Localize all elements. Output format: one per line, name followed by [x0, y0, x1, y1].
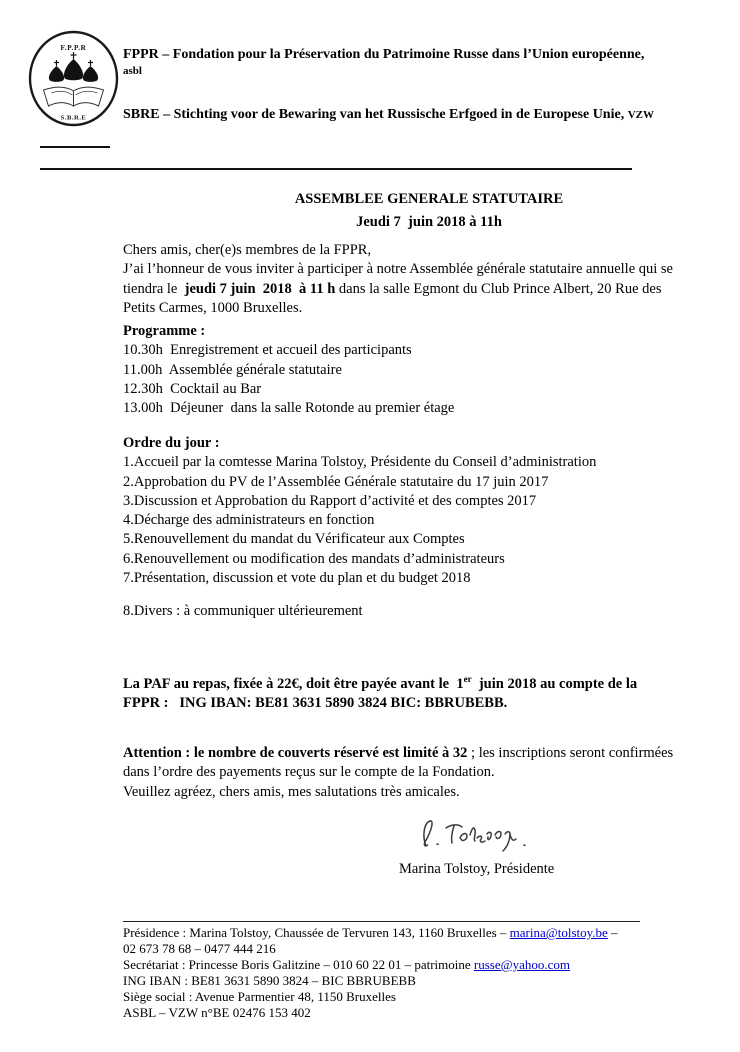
footer-presidence-text: Présidence : Marina Tolstoy, Chaussée de Tervuren 143, 1160 Bruxelles – [123, 925, 510, 940]
ordinal-superscript: er [463, 674, 472, 684]
separator-line-short [40, 146, 110, 148]
programme-item: 13.00h Déjeuner dans la salle Rotonde au premier étage [123, 400, 455, 417]
footer-address-line: Siège social : Avenue Parmentier 48, 1150 Bruxelles [123, 989, 396, 1004]
programme-item: 10.30h Enregistrement et accueil des participants [123, 342, 412, 359]
intro-paragraph [123, 241, 723, 318]
agenda-item-divers [123, 602, 723, 621]
attention-bold-text: Attention : le nombre de couverts réservé est limité à 32 [123, 745, 468, 761]
footer-iban-line: ING IBAN : BE81 3631 5890 3824 – BIC BBRUBEBB [123, 973, 416, 988]
attention-line-1 [123, 744, 723, 763]
footer-registration-line: ASBL – VZW n°BE 02476 153 402 [123, 1005, 311, 1020]
payment-line-1-pre: La PAF au repas, fixée à 22€, doit être payée avant le 1 [123, 675, 464, 692]
invite-line-2-post: dans la salle Egmont du Club Prince Albert, 20 Rue des [338, 280, 662, 297]
invite-line-2 [123, 280, 723, 299]
org-suffix-asbl: asbl [123, 65, 142, 77]
document-title-block [123, 188, 735, 234]
agenda-heading: Ordre du jour : [123, 435, 220, 451]
document-subtitle: Jeudi 7 juin 2018 à 11h [356, 214, 502, 230]
footer-separator-line [123, 921, 640, 922]
org-name-nl [123, 106, 728, 124]
footer-presidence-line [123, 925, 683, 941]
footer-phone-line: 02 673 78 68 – 0477 444 216 [123, 941, 276, 956]
logo-bottom-text: S.B.R.E [60, 114, 87, 122]
payment-line-2: FPPR : ING IBAN: BE81 3631 5890 3824 BIC: BBRUBEBB. [123, 695, 508, 712]
agenda-item: 4.Décharge des administrateurs en fonction [123, 512, 375, 529]
programme-item: 11.00h Assemblée générale statutaire [123, 361, 342, 378]
closing-salutation: Veuillez agréez, chers amis, mes salutations très amicales. [123, 783, 460, 800]
agenda-item: 8.Divers : à communiquer ultérieurement [123, 603, 363, 619]
footer-presidence-tail: – [607, 925, 618, 940]
attention-paragraph [123, 744, 723, 802]
agenda-item: 1.Accueil par la comtesse Marina Tolstoy, Présidente du Conseil d’administration [123, 454, 597, 471]
org-suffix-vzw: VZW [627, 109, 654, 121]
letterhead [123, 46, 728, 124]
footer [123, 921, 683, 1021]
payment-line-1-post: juin 2018 au compte de la [471, 675, 638, 692]
fppr-sbre-logo [27, 29, 120, 128]
programme-section [123, 322, 723, 418]
agenda-item: 5.Renouvellement du mandat du Vérificateur aux Comptes [123, 531, 465, 548]
salutation: Chers amis, cher(e)s membres de la FPPR, [123, 242, 372, 258]
invite-line-1: J’ai l’honneur de vous inviter à participer à notre Assemblée générale statutaire annuelle qui se [123, 261, 673, 278]
attention-line-2: dans l’ordre des payements reçus sur le compte de la Fondation. [123, 764, 495, 781]
programme-heading: Programme : [123, 323, 206, 339]
programme-item: 12.30h Cocktail au Bar [123, 380, 262, 397]
org-name-fr: FPPR – Fondation pour la Préservation du Patrimoine Russe dans l’Union européenne, [123, 47, 645, 62]
invite-line-3: Petits Carmes, 1000 Bruxelles. [123, 299, 303, 316]
agenda-item: 6.Renouvellement ou modification des mandats d’administrateurs [123, 550, 505, 567]
email-link-presidence[interactable]: marina@tolstoy.be [509, 925, 608, 940]
logo-top-text: F.P.P.R [60, 44, 87, 52]
footer-secretariat-text: Secrétariat : Princesse Boris Galitzine – 010 60 22 01 – patrimoine [123, 957, 474, 972]
document-title: ASSEMBLEE GENERALE STATUTAIRE [294, 191, 564, 207]
agenda-section [123, 434, 723, 588]
payment-line-1 [123, 670, 723, 694]
email-link-secretariat[interactable]: russe@yahoo.com [473, 957, 571, 972]
payment-notice [123, 670, 723, 713]
signer-name: Marina Tolstoy, Présidente [399, 861, 555, 877]
org-name-nl-text: SBRE – Stichting voor de Bewaring van het Russische Erfgoed in de Europese Unie, [123, 107, 628, 122]
agenda-item: 3.Discussion et Approbation du Rapport d’activité et des comptes 2017 [123, 492, 537, 509]
agenda-item: 7.Présentation, discussion et vote du plan et du budget 2018 [123, 570, 471, 587]
footer-secretariat-line [123, 957, 683, 973]
signature-image [412, 814, 540, 862]
church-domes-book-icon [27, 29, 120, 128]
invite-line-2-pre: tiendra le [123, 280, 185, 297]
agenda-item: 2.Approbation du PV de l’Assemblée Générale statutaire du 17 juin 2017 [123, 473, 549, 490]
attention-rest-text: ; les inscriptions seront confirmées [467, 745, 674, 761]
invite-date-bold: jeudi 7 juin 2018 à 11 h [184, 280, 339, 297]
separator-line-long [40, 168, 632, 170]
